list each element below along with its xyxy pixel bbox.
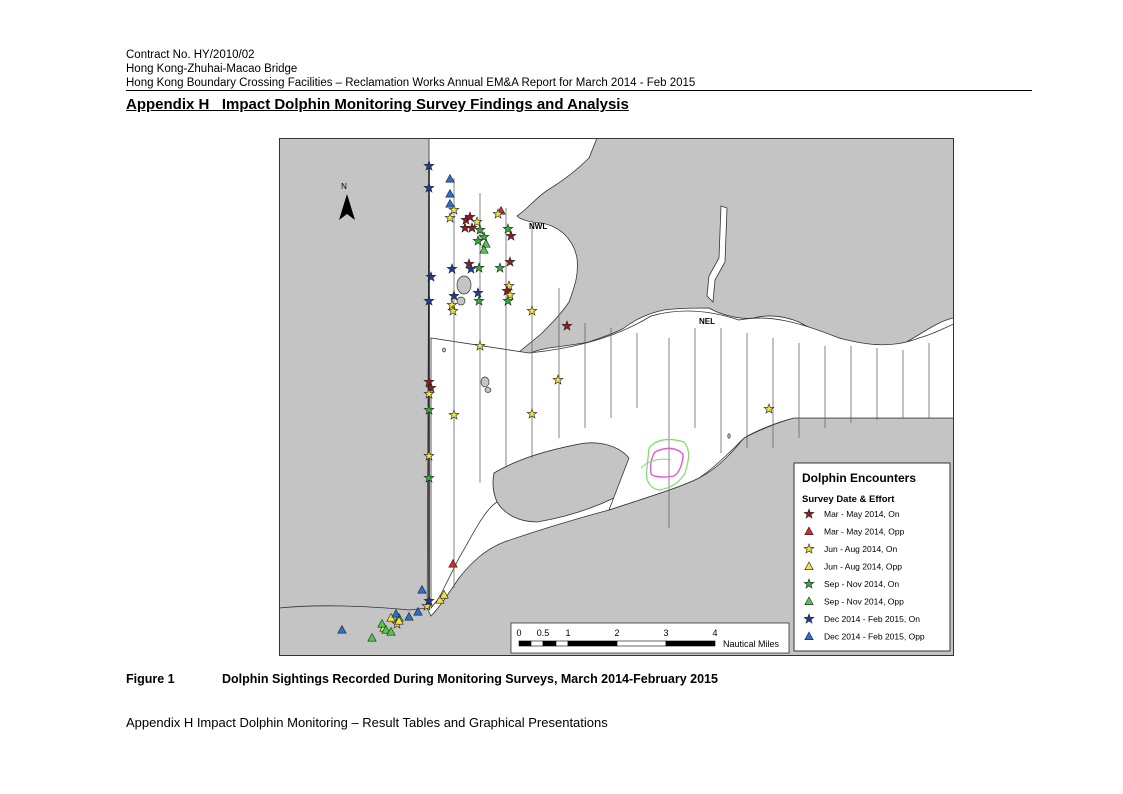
project-name: Hong Kong-Zhuhai-Macao Bridge	[126, 63, 298, 75]
legend-entry-label: Jun - Aug 2014, Opp	[824, 561, 902, 572]
sighting-star-icon	[495, 263, 505, 272]
scale-tick-0: 0	[516, 628, 522, 638]
legend-entry-label: Sep - Nov 2014, Opp	[824, 596, 904, 607]
scale-tick-1: 1	[565, 628, 571, 638]
legend-entry-label: Sep - Nov 2014, On	[824, 579, 900, 589]
appendix-title: Appendix H Impact Dolphin Monitoring Survey Findings and Analysis	[126, 96, 629, 113]
figure-label: Figure 1	[126, 672, 175, 686]
report-title: Hong Kong Boundary Crossing Facilities – Reclamation Works Annual EM&A Report for March 2014 - Feb 2015	[126, 77, 696, 89]
sighting-star-icon	[445, 213, 455, 222]
scale-bar-segment	[556, 641, 568, 646]
legend-entry-label: Dec 2014 - Feb 2015, On	[824, 614, 920, 624]
scale-bar	[511, 623, 789, 653]
scale-bar-segment	[543, 641, 556, 646]
figure-caption: Dolphin Sightings Recorded During Monitoring Surveys, March 2014-February 2015	[222, 672, 718, 686]
sighting-star-icon	[447, 264, 457, 273]
legend-subtitle: Survey Date & Effort	[802, 494, 895, 505]
scale-bar-segment	[617, 641, 666, 646]
north-label: N	[341, 182, 347, 191]
sighting-triangle-icon	[482, 240, 490, 248]
legend-entry-label: Mar - May 2014, Opp	[824, 526, 905, 537]
sighting-star-icon	[464, 259, 474, 268]
nwl-area-label: NWL	[529, 222, 548, 231]
scale-unit: Nautical Miles	[722, 639, 780, 649]
scale-tick-3: 3	[663, 628, 669, 638]
page-footer: Appendix H Impact Dolphin Monitoring – Result Tables and Graphical Presentations	[126, 715, 608, 730]
scale-bar-segment	[568, 641, 617, 646]
legend-entry-label: Jun - Aug 2014, On	[824, 544, 898, 554]
scale-tick-0-5: 0.5	[536, 628, 550, 638]
scale-bar-segment	[531, 641, 543, 646]
sighting-star-icon	[474, 296, 484, 305]
sighting-triangle-icon	[446, 200, 454, 208]
legend-title: Dolphin Encounters	[802, 471, 916, 485]
scale-bar-graphic	[519, 641, 715, 646]
scale-bar-segment	[666, 641, 715, 646]
sighting-star-icon	[447, 300, 457, 309]
legend-entry-label: Dec 2014 - Feb 2015, Opp	[824, 631, 925, 642]
sighting-star-icon	[506, 231, 516, 240]
legend	[794, 463, 950, 651]
sighting-star-icon	[474, 263, 484, 272]
sighting-triangle-icon	[446, 175, 454, 183]
sighting-star-icon	[505, 257, 515, 266]
legend-entry-label: Mar - May 2014, On	[824, 509, 900, 519]
contract-number: Contract No. HY/2010/02	[126, 49, 255, 61]
dolphin-sightings-map	[279, 138, 954, 656]
scale-tick-2: 2	[614, 628, 620, 638]
scale-tick-4: 4	[712, 628, 718, 638]
land-west-left	[279, 138, 429, 656]
scale-bar-segment	[519, 641, 531, 646]
sighting-star-icon	[473, 288, 483, 297]
nel-area-label: NEL	[699, 317, 715, 326]
sighting-triangle-icon	[446, 190, 454, 198]
header-rule	[126, 90, 1032, 91]
